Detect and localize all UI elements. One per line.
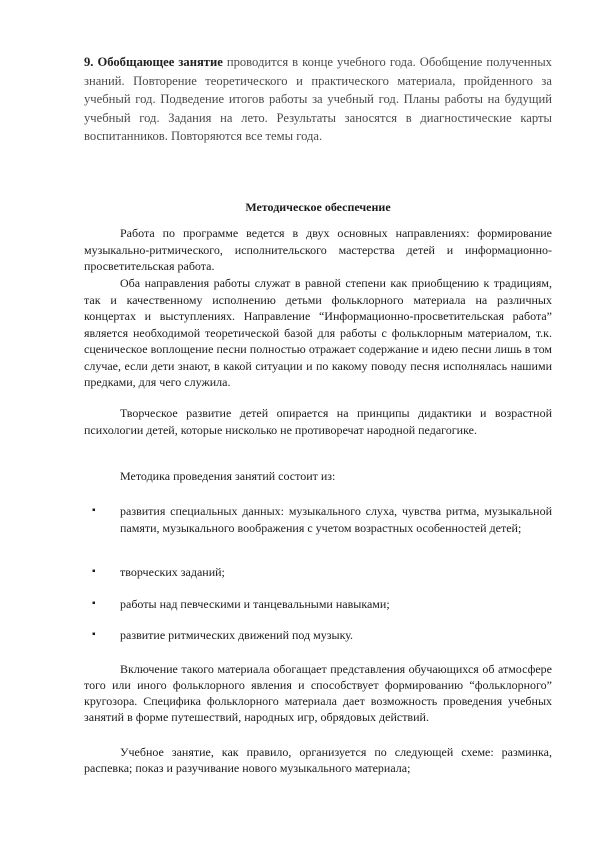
paragraph-directions: Работа по программе ведется в двух основных направлениях: формирование музыкально-ритмического, исполнительского мастерства детей и информационно-просветительская работа. bbox=[84, 226, 552, 273]
list-item bbox=[84, 596, 552, 613]
list-item-text: работы над певческими и танцевальными навыками; bbox=[120, 597, 390, 611]
paragraph-material-inclusion: Включение такого материала обогащает представления обучающихся об атмосфере того или иного фольклорного явления и способствует формированию “фольклорного” кругозора. Специфика фольклорного материала дает возможность проведения учебных занятий в форме путешествий, народных игр, обрядовых действий. bbox=[84, 662, 552, 724]
list-item-text: развитие ритмических движений под музыку. bbox=[120, 628, 354, 642]
list-item-text: развития специальных данных: музыкального слуха, чувства ритма, музыкальной памяти, музыкального воображения с учетом возрастных особенностей детей; bbox=[120, 504, 552, 535]
bullet-marker: ▪ bbox=[92, 629, 96, 640]
section-heading: Методическое обеспечение bbox=[245, 200, 391, 214]
list-item-text: творческих заданий; bbox=[120, 565, 225, 579]
paragraph-methodology-intro: Методика проведения занятий состоит из: bbox=[120, 469, 336, 483]
section-9-paragraph bbox=[84, 53, 552, 146]
paragraph-both-directions: Оба направления работы служат в равной степени как приобщению к традициям, так и качественному исполнению детьми фольклорного материала на различных концертах и выступлениях. Направление “Информационно-просветительская работа” является необходимой теоретической базой для работы с фольклорным материалом, т.к. сценическое воплощение песни полностью отражает содержание и идею песни лишь в том случае, если дети знают, в какой ситуации и по какому поводу песня исполнялась нашими предками, для чего служила. bbox=[84, 276, 552, 389]
paragraph-creative-development: Творческое развитие детей опирается на принципы дидактики и возрастной психологии детей, которые нисколько не противоречат народной педагогике. bbox=[84, 406, 552, 437]
bullet-marker: ▪ bbox=[92, 505, 96, 516]
bullet-marker: ▪ bbox=[92, 598, 96, 609]
paragraph-lesson-structure: Учебное занятие, как правило, организуется по следующей схеме: разминка, распевка; показ и разучивание нового музыкального материала; bbox=[84, 745, 552, 775]
bullet-marker: ▪ bbox=[92, 566, 96, 577]
list-item bbox=[84, 627, 552, 644]
section-9-title: 9. Обобщающее занятие bbox=[84, 55, 223, 69]
list-item bbox=[84, 564, 552, 581]
list-item bbox=[84, 503, 552, 536]
section-9-text: проводится в конце учебного года. Обобщение полученных знаний. Повторение теоретического и практического материала, пройденного за учебный год. Подведение итогов работы за учебный год. Планы работы на будущий учебный год. Задания на лето. Результаты заносятся в диагностические карты воспитанников. Повторяются все темы года. bbox=[84, 55, 552, 143]
